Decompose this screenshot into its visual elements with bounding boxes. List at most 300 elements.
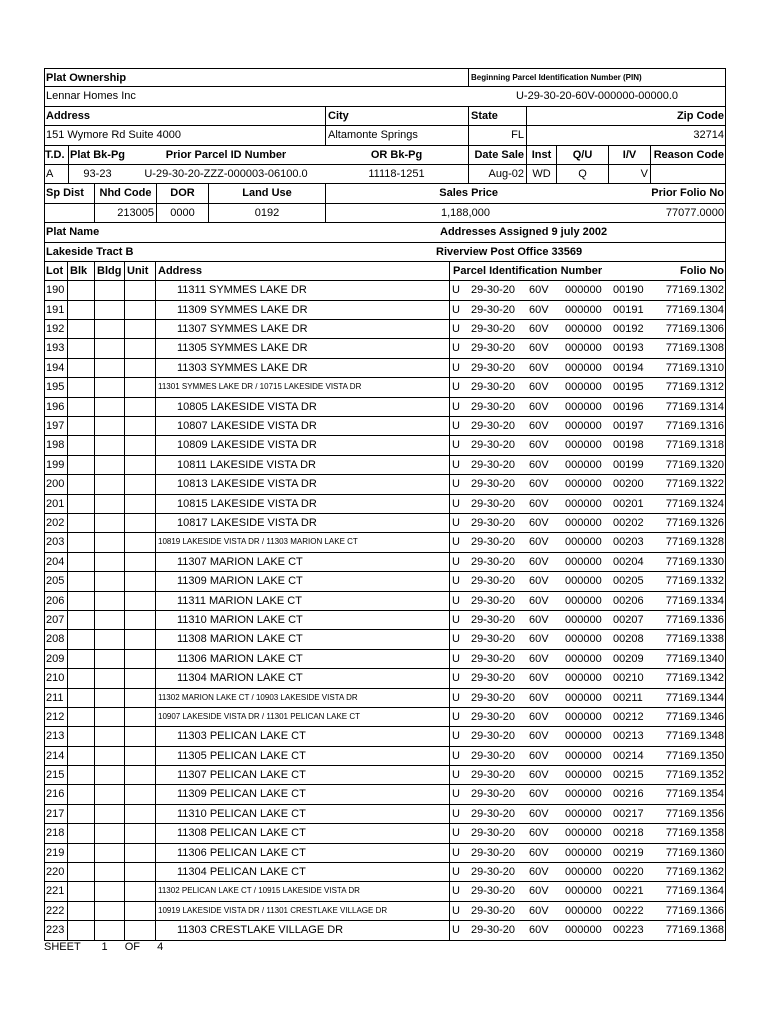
lot-address: 11301 SYMMES LAKE DR / 10715 LAKESIDE VISTA DR [155,378,449,396]
parcel-block: 000000 [565,555,602,568]
parcel-lot: 00204 [613,555,644,568]
lot-address: 11309 PELICAN LAKE CT [155,785,449,803]
parcel-block: 000000 [565,769,602,782]
bldg-col-header: Bldg [94,262,124,280]
unit-cell [124,339,155,357]
parcel-block: 000000 [565,788,602,801]
lot-address: 11303 PELICAN LAKE CT [155,727,449,745]
unit-cell [124,727,155,745]
parcel-prefix: U [449,281,469,299]
table-row [44,553,726,572]
parcel-prefix: U [449,495,469,513]
address-label: Address [46,109,91,122]
lot-address: 11304 MARION LAKE CT [155,669,449,687]
post-office: Riverview Post Office 33569 [436,245,583,258]
bldg-cell [94,708,124,726]
unit-cell [124,805,155,823]
table-row [44,727,726,746]
parcel-township: 29-30-20 [471,613,516,626]
folio-number: 77169.1358 [665,827,724,840]
bldg-cell [94,456,124,474]
date-sale-value: Aug-02 [468,165,526,183]
parcel-prefix: U [449,650,469,668]
sheet-total: 4 [157,941,164,953]
folio-number: 77169.1332 [665,575,724,588]
nhd-code-label: Nhd Code [94,184,156,202]
bldg-cell [94,611,124,629]
parcel-township: 29-30-20 [471,749,516,762]
table-row [44,495,726,514]
lot-number: 203 [46,536,65,549]
parcel-prefix: U [449,533,469,551]
blk-cell [67,592,94,610]
parcel-lot: 00217 [613,807,644,820]
lot-address: 10809 LAKESIDE VISTA DR [155,436,449,454]
lot-number: 216 [46,788,65,801]
parcel-prefix: U [449,766,469,784]
parcel-prefix: U [449,301,469,319]
zip-label: Zip Code [526,107,726,125]
lot-number: 212 [46,710,65,723]
sheet-number: 1 [101,941,108,953]
lot-address: 11303 CRESTLAKE VILLAGE DR [155,921,449,939]
reason-code-label: Reason Code [650,146,726,164]
parcel-lot: 00218 [613,827,644,840]
lot-number: 214 [46,749,65,762]
folio-number: 77169.1314 [665,400,724,413]
lot-number: 207 [46,613,65,626]
beginning-pin: U-29-30-20-60V-000000-00000.0 [515,90,679,103]
lot-address: 11307 PELICAN LAKE CT [155,766,449,784]
iv-label: I/V [608,146,650,164]
prior-folio-label: Prior Folio No [651,187,724,200]
folio-number: 77169.1362 [665,866,724,879]
parcel-lot: 00206 [613,594,644,607]
parcel-subdivision: 60V [529,924,549,937]
parcel-prefix: U [449,611,469,629]
parcel-block: 000000 [565,284,602,297]
bldg-cell [94,398,124,416]
lot-number: 194 [46,361,65,374]
bldg-cell [94,320,124,338]
parcel-subdivision: 60V [529,555,549,568]
table-row [44,533,726,552]
lot-number: 211 [46,691,64,704]
parcel-subdivision: 60V [529,400,549,413]
folio-number: 77169.1328 [665,536,724,549]
parcel-subdivision: 60V [529,691,549,704]
lot-address: 10807 LAKESIDE VISTA DR [155,417,449,435]
table-row [44,417,726,436]
parcel-prefix: U [449,863,469,881]
lot-address: 11309 MARION LAKE CT [155,572,449,590]
bldg-cell [94,339,124,357]
land-use-value: 0192 [208,204,325,222]
parcel-prefix: U [449,805,469,823]
parcel-block: 000000 [565,439,602,452]
parcel-lot: 00211 [613,691,643,704]
folio-col-header: Folio No [680,264,724,277]
owner-address: 151 Wymore Rd Suite 4000 [46,129,182,142]
table-row [44,785,726,804]
parcel-block: 000000 [565,866,602,879]
nhd-code-value: 213005 [94,204,156,222]
bldg-cell [94,436,124,454]
lot-address: 11311 MARION LAKE CT [155,592,449,610]
plat-sheet [44,68,726,941]
unit-cell [124,824,155,842]
parcel-subdivision: 60V [529,342,549,355]
parcel-subdivision: 60V [529,672,549,685]
lot-address: 11305 PELICAN LAKE CT [155,747,449,765]
parcel-block: 000000 [565,672,602,685]
parcel-township: 29-30-20 [471,381,516,394]
folio-number: 77169.1350 [665,749,724,762]
parcel-township: 29-30-20 [471,323,516,336]
parcel-township: 29-30-20 [471,866,516,879]
parcel-subdivision: 60V [529,730,549,743]
parcel-township: 29-30-20 [471,788,516,801]
parcel-township: 29-30-20 [471,458,516,471]
blk-col-header: Blk [67,262,94,280]
city-value: Altamonte Springs [325,126,468,144]
unit-cell [124,611,155,629]
parcel-prefix: U [449,320,469,338]
parcel-block: 000000 [565,478,602,491]
parcel-col-header: Parcel Identification Number [449,262,649,280]
unit-cell [124,417,155,435]
sheet-label: SHEET [44,941,81,953]
parcel-prefix: U [449,514,469,532]
parcel-lot: 00196 [613,400,644,413]
folio-number: 77169.1348 [665,730,724,743]
blk-cell [67,882,94,900]
blk-cell [67,553,94,571]
parcel-township: 29-30-20 [471,672,516,685]
parcel-subdivision: 60V [529,303,549,316]
lot-table-header [44,262,726,281]
state-label: State [468,107,526,125]
unit-cell [124,320,155,338]
parcel-prefix: U [449,844,469,862]
table-row [44,669,726,688]
parcel-block: 000000 [565,730,602,743]
bldg-cell [94,805,124,823]
prior-parcel-value: U-29-30-20-ZZZ-000003-06100.0 [144,167,308,180]
of-label: OF [124,941,141,953]
lot-number: 210 [46,672,65,685]
parcel-subdivision: 60V [529,846,549,859]
parcel-block: 000000 [565,420,602,433]
parcel-subdivision: 60V [529,807,549,820]
bldg-cell [94,475,124,493]
parcel-block: 000000 [565,885,602,898]
parcel-block: 000000 [565,807,602,820]
sales-price-value: 1,188,000 [325,204,500,222]
header-row-4 [44,126,726,145]
table-row [44,398,726,417]
parcel-lot: 00223 [613,924,644,937]
folio-number: 77169.1326 [665,516,724,529]
lot-address: 11306 MARION LAKE CT [155,650,449,668]
folio-number: 77169.1340 [665,652,724,665]
blk-cell [67,514,94,532]
lot-number: 222 [46,904,65,917]
lot-address: 11311 SYMMES LAKE DR [155,281,449,299]
bldg-cell [94,417,124,435]
blk-cell [67,611,94,629]
parcel-prefix: U [449,747,469,765]
lot-address: 11306 PELICAN LAKE CT [155,844,449,862]
folio-number: 77169.1334 [665,594,724,607]
lot-number: 197 [46,420,65,433]
lot-address: 10819 LAKESIDE VISTA DR / 11303 MARION LAKE CT [155,533,449,551]
table-row [44,475,726,494]
parcel-township: 29-30-20 [471,536,516,549]
folio-number: 77169.1302 [665,284,724,297]
parcel-subdivision: 60V [529,361,549,374]
sp-dist-value [44,204,94,222]
parcel-subdivision: 60V [529,613,549,626]
table-row [44,514,726,533]
lot-number: 204 [46,555,65,568]
folio-number: 77169.1320 [665,458,724,471]
prior-parcel-label: Prior Parcel ID Number [165,148,287,161]
unit-cell [124,882,155,900]
bldg-cell [94,378,124,396]
inst-value: WD [526,165,556,183]
lot-number: 201 [46,497,65,510]
parcel-prefix: U [449,378,469,396]
parcel-township: 29-30-20 [471,652,516,665]
parcel-lot: 00205 [613,575,644,588]
folio-number: 77169.1306 [665,323,724,336]
dor-value: 0000 [156,204,208,222]
lot-address: 10919 LAKESIDE VISTA DR / 11301 CRESTLAKE VILLAGE DR [155,902,449,920]
lot-number: 190 [46,284,65,297]
parcel-block: 000000 [565,323,602,336]
parcel-lot: 00195 [613,381,644,394]
lot-number: 208 [46,633,65,646]
parcel-block: 000000 [565,458,602,471]
parcel-lot: 00215 [613,769,644,782]
parcel-block: 000000 [565,710,602,723]
plat-ownership-label: Plat Ownership [46,72,127,84]
parcel-lot: 00197 [613,420,644,433]
table-row [44,630,726,649]
parcel-township: 29-30-20 [471,342,516,355]
unit-cell [124,533,155,551]
parcel-township: 29-30-20 [471,361,516,374]
lot-number: 220 [46,866,65,879]
unit-cell [124,398,155,416]
lot-number: 221 [46,885,65,898]
blk-cell [67,301,94,319]
parcel-township: 29-30-20 [471,284,516,297]
bldg-cell [94,572,124,590]
unit-cell [124,514,155,532]
table-row [44,359,726,378]
table-row [44,301,726,320]
folio-number: 77169.1346 [665,710,724,723]
plat-bk-pg-label: Plat Bk-Pg [68,146,126,164]
folio-number: 77169.1312 [665,381,724,394]
parcel-block: 000000 [565,827,602,840]
lot-address: 10813 LAKESIDE VISTA DR [155,475,449,493]
bldg-cell [94,863,124,881]
bldg-cell [94,514,124,532]
parcel-township: 29-30-20 [471,769,516,782]
parcel-township: 29-30-20 [471,575,516,588]
dor-label: DOR [156,184,208,202]
table-row [44,747,726,766]
lot-address: 11310 MARION LAKE CT [155,611,449,629]
table-row [44,456,726,475]
lot-number: 206 [46,594,65,607]
header-row-7 [44,184,726,203]
qu-label: Q/U [556,146,608,164]
header-row-6 [44,165,726,184]
table-row [44,882,726,901]
unit-cell [124,921,155,939]
parcel-prefix: U [449,921,469,939]
inst-label: Inst [526,146,556,164]
parcel-township: 29-30-20 [471,439,516,452]
addresses-assigned: Addresses Assigned 9 july 2002 [440,226,608,239]
unit-cell [124,553,155,571]
parcel-subdivision: 60V [529,788,549,801]
parcel-subdivision: 60V [529,536,549,549]
lot-address: 11302 PELICAN LAKE CT / 10915 LAKESIDE VISTA DR [155,882,449,900]
parcel-lot: 00207 [613,613,644,626]
lot-address: 11309 SYMMES LAKE DR [155,301,449,319]
blk-cell [67,281,94,299]
reason-code-value [650,165,726,183]
parcel-prefix: U [449,708,469,726]
qu-value: Q [556,165,608,183]
lot-address: 11305 SYMMES LAKE DR [155,339,449,357]
bldg-cell [94,785,124,803]
table-row [44,921,726,940]
parcel-prefix: U [449,592,469,610]
pin-label: Beginning Parcel Identification Number (PIN) [468,69,726,86]
parcel-prefix: U [449,902,469,920]
blk-cell [67,398,94,416]
parcel-subdivision: 60V [529,439,549,452]
unit-cell [124,592,155,610]
lot-number: 202 [46,516,65,529]
folio-number: 77169.1368 [665,924,724,937]
unit-cell [124,689,155,707]
plat-name-value: Lakeside Tract B [46,245,134,258]
table-row [44,708,726,727]
parcel-prefix: U [449,824,469,842]
table-row [44,844,726,863]
folio-number: 77169.1316 [665,420,724,433]
parcel-lot: 00220 [613,866,644,879]
parcel-subdivision: 60V [529,827,549,840]
parcel-block: 000000 [565,516,602,529]
folio-number: 77169.1322 [665,478,724,491]
lot-address: 11303 SYMMES LAKE DR [155,359,449,377]
state-value: FL [468,126,526,144]
blk-cell [67,495,94,513]
folio-number: 77169.1318 [665,439,724,452]
table-row [44,592,726,611]
date-sale-label: Date Sale [468,146,526,164]
parcel-prefix: U [449,359,469,377]
lot-number: 209 [46,652,65,665]
folio-number: 77169.1308 [665,342,724,355]
parcel-prefix: U [449,553,469,571]
parcel-lot: 00193 [613,342,644,355]
blk-cell [67,475,94,493]
parcel-prefix: U [449,727,469,745]
parcel-subdivision: 60V [529,323,549,336]
parcel-block: 000000 [565,400,602,413]
parcel-prefix: U [449,398,469,416]
parcel-township: 29-30-20 [471,691,516,704]
lot-number: 205 [46,575,65,588]
unit-cell [124,436,155,454]
folio-number: 77169.1360 [665,846,724,859]
parcel-prefix: U [449,417,469,435]
parcel-township: 29-30-20 [471,516,516,529]
sp-dist-label: Sp Dist [46,187,84,200]
plat-bk-pg-value: 93-23 [68,165,126,183]
parcel-subdivision: 60V [529,497,549,510]
unit-cell [124,863,155,881]
unit-cell [124,785,155,803]
unit-cell [124,301,155,319]
parcel-lot: 00219 [613,846,644,859]
parcel-block: 000000 [565,749,602,762]
unit-cell [124,844,155,862]
parcel-lot: 00208 [613,633,644,646]
parcel-lot: 00192 [613,323,644,336]
plat-name-label: Plat Name [46,226,100,239]
parcel-block: 000000 [565,536,602,549]
lot-address: 10817 LAKESIDE VISTA DR [155,514,449,532]
table-row [44,689,726,708]
bldg-cell [94,921,124,939]
parcel-township: 29-30-20 [471,846,516,859]
parcel-block: 000000 [565,381,602,394]
lot-address: 10805 LAKESIDE VISTA DR [155,398,449,416]
parcel-prefix: U [449,630,469,648]
parcel-block: 000000 [565,575,602,588]
owner-name: Lennar Homes Inc [46,90,136,103]
lot-number: 213 [46,730,65,743]
or-bk-pg-value: 11118-1251 [368,167,425,180]
parcel-block: 000000 [565,904,602,917]
blk-cell [67,417,94,435]
lot-address: 11307 MARION LAKE CT [155,553,449,571]
parcel-subdivision: 60V [529,594,549,607]
folio-number: 77169.1336 [665,613,724,626]
parcel-subdivision: 60V [529,904,549,917]
blk-cell [67,436,94,454]
blk-cell [67,630,94,648]
parcel-lot: 00203 [613,536,644,549]
header-row-10 [44,243,726,262]
parcel-township: 29-30-20 [471,710,516,723]
lot-col-header: Lot [46,264,64,277]
bldg-cell [94,301,124,319]
bldg-cell [94,747,124,765]
lot-number: 193 [46,342,65,355]
table-row [44,378,726,397]
